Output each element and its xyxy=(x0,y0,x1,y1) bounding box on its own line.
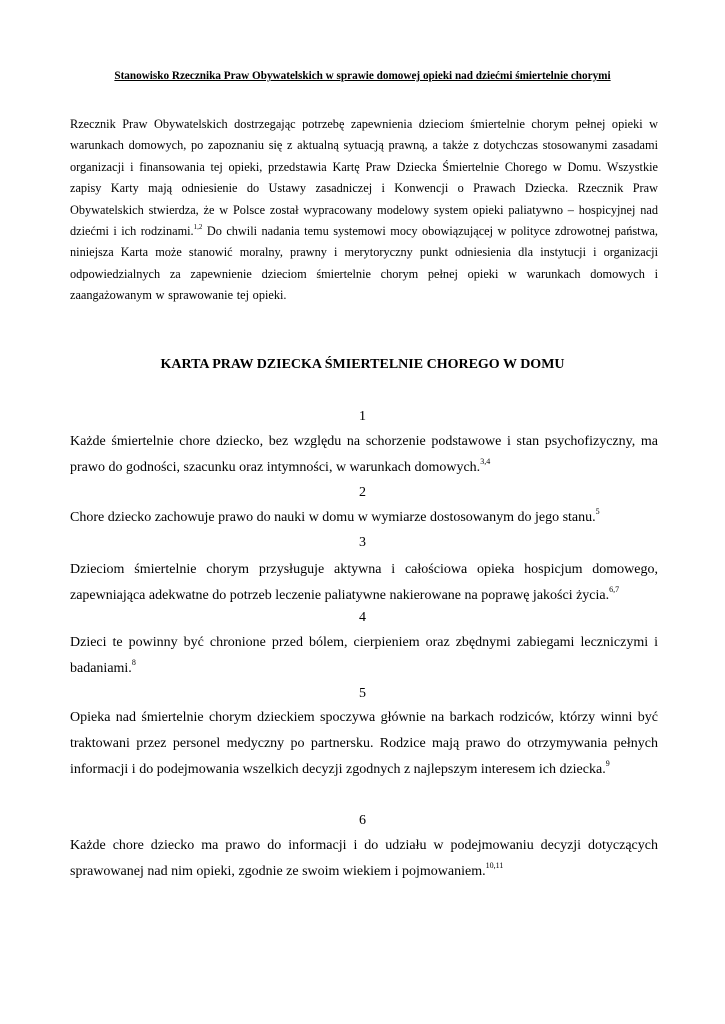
footnote-ref[interactable]: 1,2 xyxy=(193,222,203,231)
article-body: Dzieci te powinny być chronione przed bólem, cierpieniem oraz zbędnymi zabiegami leczniczymi i badaniami. xyxy=(70,635,658,676)
intro-text-continued: Do chwili nadania temu systemowi mocy obowiązującej w polityce zdrowotnej państwa, niniejsza Karta może stanowić moralny, prawny i merytoryczny punkt odniesienia dla instytucji i organizacji odpowiedzialnych za zapewnienie dzieciom śmiertelnie chorym pełnej opieki w warunkach domowych i zaangażowanym w sprawowanie tej opieki. xyxy=(70,224,659,303)
article-body: Dzieciom śmiertelnie chorym przysługuje aktywna i całościowa opieka hospicjum domowego, zapewniająca adekwatne do potrzeb leczenie paliatywne nakierowane na poprawę jakości życia. xyxy=(70,562,658,603)
document-title: Stanowisko Rzecznika Praw Obywatelskich w sprawie domowej opieki nad dziećmi śmiertelnie chorymi xyxy=(114,70,611,82)
footnote-ref[interactable]: 6,7 xyxy=(609,585,620,595)
article-number: 5 xyxy=(359,686,366,701)
article-number: 1 xyxy=(359,409,366,424)
article-body: Chore dziecko zachowuje prawo do nauki w domu w wymiarze dostosowanym do jego stanu. xyxy=(70,510,596,525)
article-number: 3 xyxy=(359,535,366,550)
footnote-ref[interactable]: 10,11 xyxy=(485,861,504,871)
article-text xyxy=(70,705,658,783)
article-body: Opieka nad śmiertelnie chorym dzieckiem spoczywa głównie na barkach rodziców, którzy winni być traktowani przez personel medyczny po partnersku. Rodzice mają prawo do otrzymywania pełnych informacji i do podejmowania wszelkich decyzji zgodnych z najlepszym interesem ich dziecka. xyxy=(70,710,658,777)
article-text xyxy=(70,505,658,531)
article-text xyxy=(70,557,658,609)
article-body: Każde chore dziecko ma prawo do informacji i do udziału w podejmowaniu decyzji dotyczących sprawowanej nad nim opieki, zgodnie ze swoim wiekiem i pojmowaniem. xyxy=(70,838,658,879)
article-text xyxy=(70,630,658,682)
article-text xyxy=(70,833,658,885)
footnote-ref[interactable]: 3,4 xyxy=(480,457,491,467)
article-number: 4 xyxy=(359,610,366,625)
intro-paragraph xyxy=(70,114,658,307)
footnote-ref[interactable]: 5 xyxy=(595,507,600,517)
charter-title: KARTA PRAW DZIECKA ŚMIERTELNIE CHOREGO W DOMU xyxy=(160,357,565,372)
article-body: Każde śmiertelnie chore dziecko, bez względu na schorzenie podstawowe i stan psychofizyczny, ma prawo do godności, szacunku oraz intymności, w warunkach domowych. xyxy=(70,434,658,475)
footnote-ref[interactable]: 8 xyxy=(131,658,136,668)
article-number: 6 xyxy=(359,813,366,828)
footnote-ref[interactable]: 9 xyxy=(605,759,610,769)
intro-text: Rzecznik Praw Obywatelskich dostrzegając potrzebę zapewnienia dzieciom śmiertelnie chorym pełnej opieki w warunkach domowych, po zapoznaniu się z aktualną sytuacją prawną, a także z dotychczas stosowanymi zasadami organizacji i finansowania tej opieki, przedstawia Kartę Praw Dziecka Śmiertelnie Chorego w Domu. Wszystkie zapisy Karty mają odniesienie do Ustawy zasadniczej i Konwencji o Prawach Dziecka. Rzecznik Praw Obywatelskich stwierdza, że w Polsce został wypracowany modelowy system opieki paliatywno – hospicyjnej nad dziećmi i ich rodzinami. xyxy=(70,117,658,239)
article-number: 2 xyxy=(359,485,366,500)
article-text xyxy=(70,429,658,481)
